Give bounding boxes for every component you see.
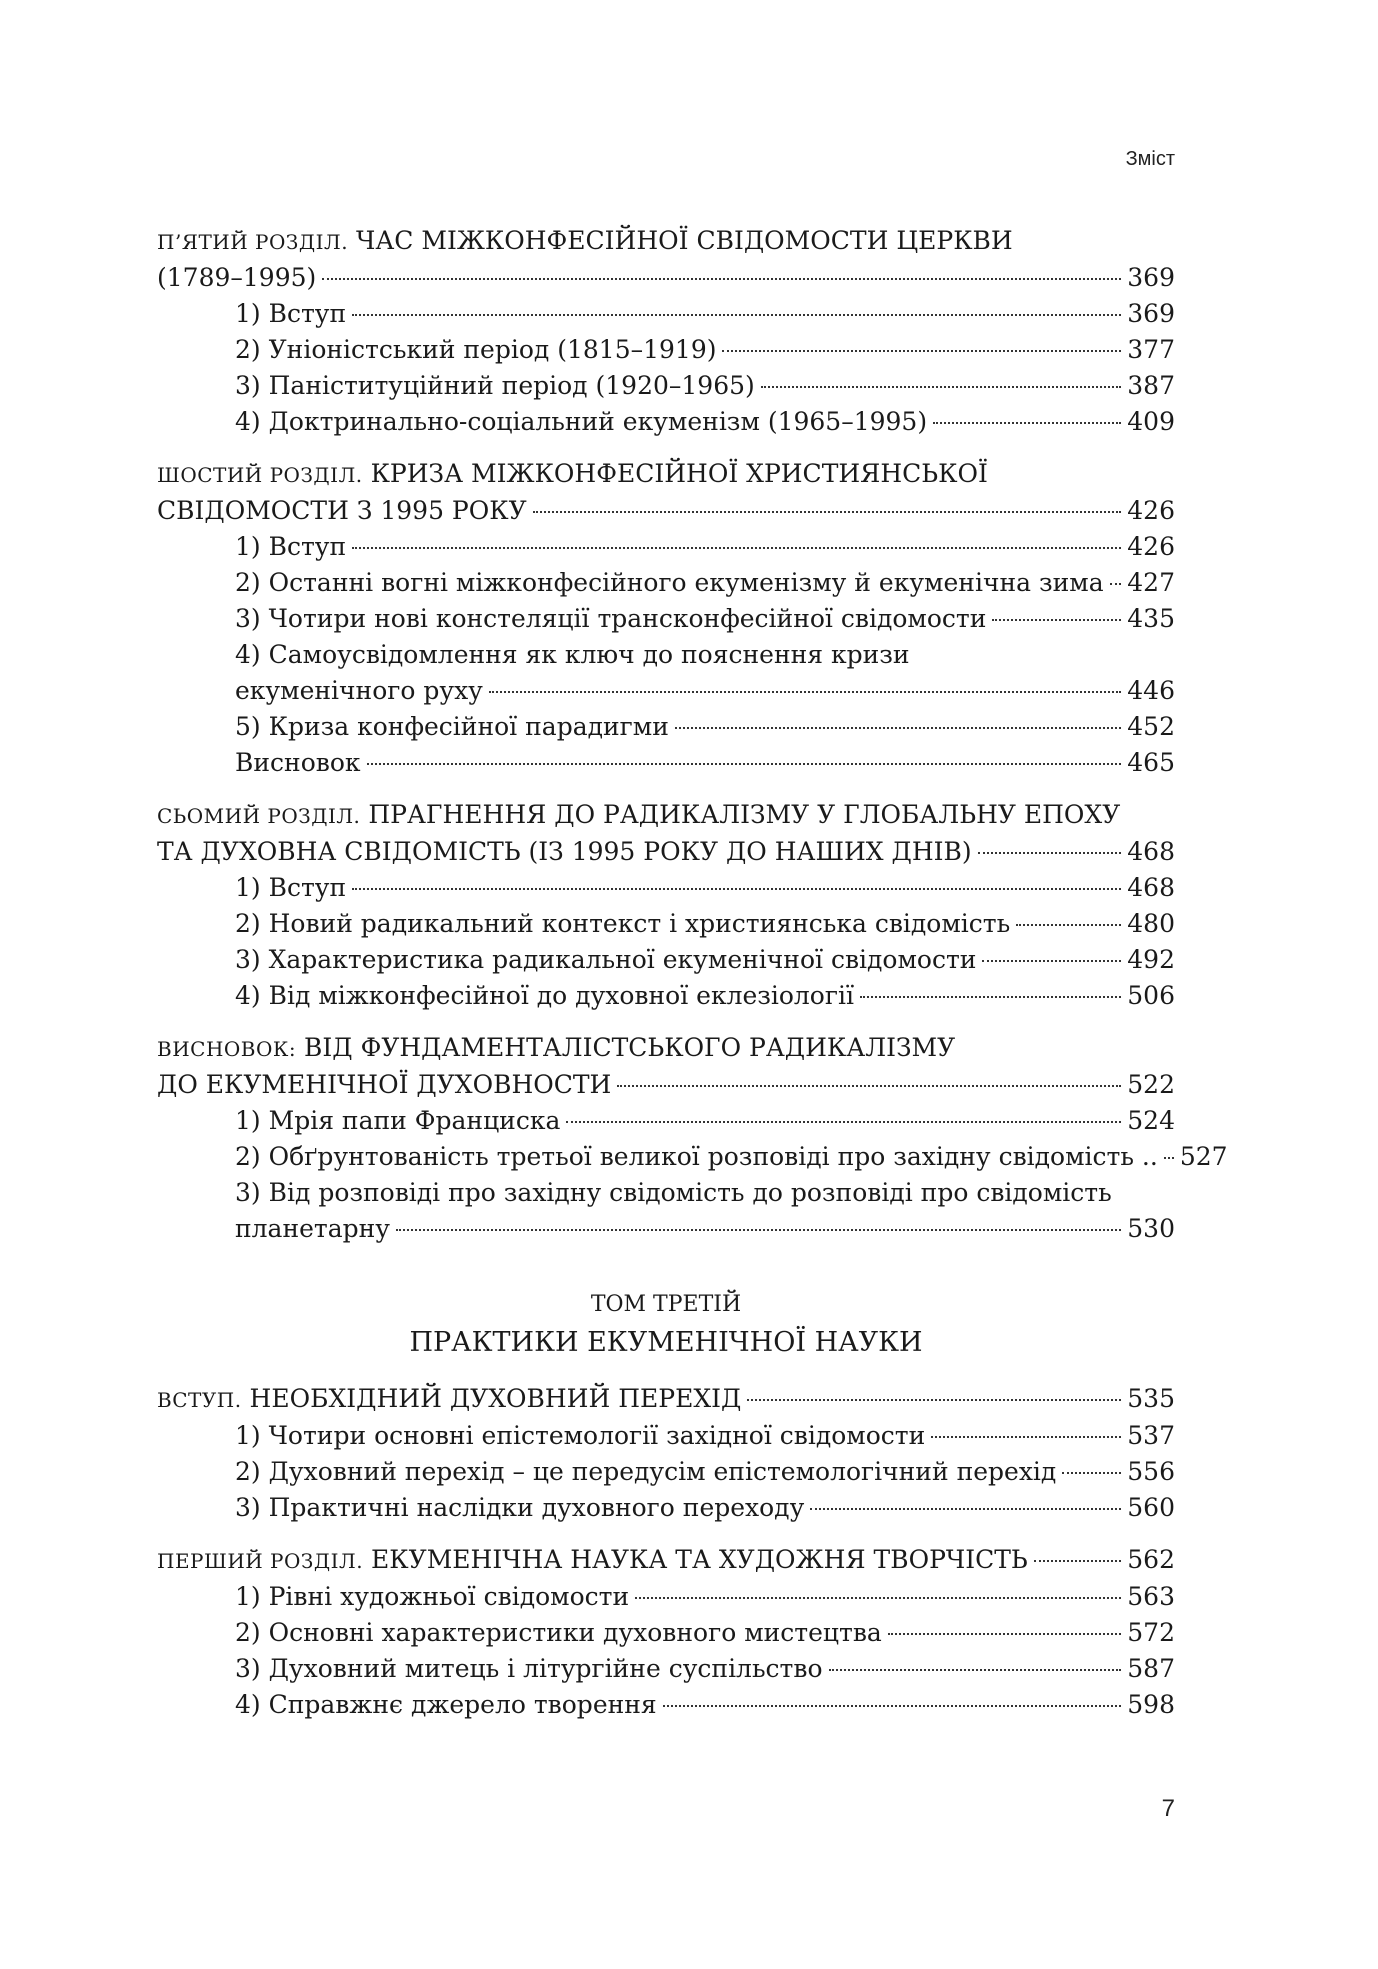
toc-heading-line — [157, 834, 1175, 870]
toc-item-line — [157, 529, 1175, 565]
toc-page-number: 465 — [1127, 748, 1175, 777]
toc-entry-title — [157, 493, 527, 529]
toc-item-line — [157, 296, 1175, 332]
dot-leader — [931, 1436, 1121, 1438]
dot-leader — [566, 1121, 1121, 1123]
dot-leader — [635, 1597, 1121, 1599]
chapter-title-text: ТА ДУХОВНА СВІДОМІСТЬ (ІЗ 1995 РОКУ ДО НАШИХ ДНІВ) — [157, 837, 972, 866]
dot-leader — [675, 727, 1121, 729]
toc-item-text: 1) Чотири основні епістемології західної свідомости — [235, 1421, 926, 1450]
toc-page-number: 563 — [1127, 1582, 1175, 1611]
toc-entry-title — [235, 1139, 1158, 1175]
chapter-lead: ПЕРШИЙ РОЗДІЛ. — [157, 1549, 364, 1573]
dot-leader — [888, 1633, 1121, 1635]
toc-item-line — [157, 942, 1175, 978]
toc-item-text: екуменічного руху — [235, 676, 483, 705]
toc-entry-title — [157, 1067, 611, 1103]
volume-heading — [157, 1287, 1175, 1363]
toc-item-line — [157, 1615, 1175, 1651]
toc-item-line — [157, 906, 1175, 942]
dot-leader — [322, 278, 1121, 280]
toc-entry-title — [235, 1615, 882, 1651]
table-of-contents — [157, 223, 1228, 1739]
toc-item-text: 2) Останні вогні міжконфесійного екуменізму й екуменічна зима — [235, 568, 1104, 597]
toc-section — [157, 1542, 1175, 1723]
chapter-title-text: ВІД ФУНДАМЕНТАЛІСТСЬКОГО РАДИКАЛІЗМУ — [304, 1033, 956, 1062]
toc-item-text: 2) Основні характеристики духовного мистецтва — [235, 1618, 882, 1647]
toc-item-line — [157, 978, 1175, 1014]
toc-section — [157, 223, 1175, 440]
toc-page-number: 480 — [1127, 909, 1175, 938]
toc-item-text: 1) Вступ — [235, 873, 347, 902]
toc-heading-line — [157, 1030, 1175, 1067]
toc-entry-title — [235, 906, 1010, 942]
toc-entry-title — [235, 529, 346, 565]
toc-entry-title — [235, 942, 976, 978]
toc-item-line — [157, 1103, 1175, 1139]
toc-page-number: 377 — [1127, 335, 1175, 364]
toc-page-number: 492 — [1127, 945, 1175, 974]
toc-item-line — [157, 673, 1175, 709]
toc-entry-title — [235, 368, 755, 404]
toc-heading-line — [157, 223, 1175, 260]
dot-leader — [982, 960, 1121, 962]
toc-item-text: 1) Рівні художньої свідомости — [235, 1582, 630, 1611]
toc-item-text: 1) Мрія папи Франциска — [235, 1106, 561, 1135]
dot-leader — [978, 852, 1122, 854]
dot-leader — [617, 1085, 1121, 1087]
toc-entry-title — [235, 745, 361, 781]
dot-leader — [747, 1399, 1121, 1401]
chapter-title-text: СВІДОМОСТИ З 1995 РОКУ — [157, 496, 527, 525]
toc-page-number: 562 — [1127, 1545, 1175, 1574]
toc-item-line — [157, 1490, 1175, 1526]
toc-item-text: 2) Духовний перехід – це передусім епістемологічний перехід — [235, 1457, 1057, 1486]
toc-entry-title — [235, 1454, 1056, 1490]
toc-item-text: планетарну — [235, 1214, 391, 1243]
toc-entry-title — [235, 1687, 657, 1723]
toc-entry-title — [235, 1651, 823, 1687]
toc-item-line — [157, 1211, 1175, 1247]
dot-leader — [663, 1705, 1122, 1707]
dot-leader — [1016, 924, 1121, 926]
toc-entry-title — [235, 1579, 629, 1615]
dot-leader — [810, 1508, 1121, 1510]
toc-section — [157, 1381, 1175, 1526]
chapter-title-text: КРИЗА МІЖКОНФЕСІЙНОЇ ХРИСТИЯНСЬКОЇ — [370, 459, 988, 488]
toc-page-number: 427 — [1127, 568, 1175, 597]
chapter-title-text: НЕОБХІДНИЙ ДУХОВНИЙ ПЕРЕХІД — [249, 1384, 742, 1413]
toc-item-line — [157, 601, 1175, 637]
toc-entry-title — [157, 1542, 1028, 1579]
toc-item-text: 4) Справжнє джерело творення — [235, 1690, 657, 1719]
toc-section — [157, 456, 1175, 781]
toc-entry-title — [235, 601, 986, 637]
dot-leader — [352, 547, 1121, 549]
dot-leader — [396, 1229, 1121, 1231]
toc-entry-title — [235, 709, 669, 745]
toc-entry-title — [235, 1418, 925, 1454]
toc-page-number: 369 — [1127, 263, 1175, 292]
toc-entry-title — [157, 260, 316, 296]
dot-leader — [367, 763, 1122, 765]
toc-item-line — [157, 404, 1175, 440]
toc-page-number: 468 — [1127, 837, 1175, 866]
toc-page-number: 506 — [1127, 981, 1175, 1010]
toc-item-line — [157, 565, 1175, 601]
toc-item-text: 4) Від міжконфесійної до духовної еклезіології — [235, 981, 854, 1010]
toc-heading-line — [157, 1542, 1175, 1579]
dot-leader — [722, 350, 1121, 352]
toc-page-number: 426 — [1127, 532, 1175, 561]
toc-item-text: 4) Самоусвідомлення як ключ до пояснення кризи — [235, 640, 910, 669]
toc-item-text: Висновок — [235, 748, 361, 777]
toc-entry-title — [235, 565, 1104, 601]
toc-item-text: 2) Новий радикальний контекст і християнська свідомість — [235, 909, 1011, 938]
toc-page-number: 556 — [1127, 1457, 1175, 1486]
dot-leader — [992, 619, 1121, 621]
toc-item-line — [157, 870, 1175, 906]
toc-item-line — [157, 745, 1175, 781]
toc-item-line — [157, 709, 1175, 745]
toc-page-number: 535 — [1127, 1384, 1175, 1413]
dot-leader — [352, 888, 1121, 890]
toc-entry-title — [235, 404, 927, 440]
toc-item-text: 3) Від розповіді про західну свідомість до розповіді про свідомість — [235, 1178, 1112, 1207]
dot-leader — [860, 996, 1121, 998]
chapter-lead: ВСТУП. — [157, 1388, 242, 1412]
toc-page-number: 435 — [1127, 604, 1175, 633]
toc-page-number: 572 — [1127, 1618, 1175, 1647]
dot-leader — [1062, 1472, 1121, 1474]
toc-item-line — [157, 368, 1175, 404]
toc-heading-line — [157, 456, 1175, 493]
toc-page-number: 527 — [1179, 1142, 1228, 1171]
chapter-lead: ШОСТИЙ РОЗДІЛ. — [157, 463, 363, 487]
dot-leader — [761, 386, 1122, 388]
chapter-title-text: ЕКУМЕНІЧНА НАУКА ТА ХУДОЖНЯ ТВОРЧІСТЬ — [371, 1545, 1028, 1574]
dot-leader — [829, 1669, 1122, 1671]
toc-page-number: 537 — [1127, 1421, 1175, 1450]
dot-leader — [1164, 1157, 1174, 1159]
toc-page-number: 387 — [1127, 371, 1175, 400]
toc-page-number: 426 — [1127, 496, 1175, 525]
toc-page-number: 530 — [1127, 1214, 1175, 1243]
toc-page-number: 522 — [1127, 1070, 1175, 1099]
toc-item-text: 4) Доктринально-соціальний екуменізм (1965–1995) — [235, 407, 928, 436]
toc-heading-line — [157, 1381, 1175, 1418]
toc-entry-title — [235, 1211, 390, 1247]
running-head: Зміст — [1125, 148, 1175, 170]
toc-part-volume-two — [157, 223, 1228, 1247]
toc-item-line — [157, 1687, 1175, 1723]
dot-leader — [1110, 583, 1122, 585]
toc-section — [157, 1030, 1228, 1247]
toc-section — [157, 797, 1175, 1014]
dot-leader — [933, 422, 1121, 424]
toc-page-number: 560 — [1127, 1493, 1175, 1522]
dot-leader — [489, 691, 1121, 693]
dot-leader — [533, 511, 1122, 513]
toc-entry-title — [235, 296, 346, 332]
toc-page-number: 409 — [1127, 407, 1175, 436]
toc-entry-title — [235, 1490, 804, 1526]
toc-item-text: 3) Практичні наслідки духовного переходу — [235, 1493, 805, 1522]
toc-item-text: 3) Характеристика радикальної екуменічної свідомости — [235, 945, 977, 974]
toc-heading-line — [157, 1067, 1175, 1103]
dot-leader — [352, 314, 1121, 316]
toc-item-line — [157, 1418, 1175, 1454]
chapter-title-text: ДО ЕКУМЕНІЧНОЇ ДУХОВНОСТИ — [157, 1070, 612, 1099]
volume-label: ТОМ ТРЕТІЙ — [590, 1292, 742, 1317]
toc-page-number: 468 — [1127, 873, 1175, 902]
toc-entry-title — [235, 978, 854, 1014]
toc-heading-line — [157, 797, 1175, 834]
toc-item-text: 3) Паніституційний період (1920–1965) — [235, 371, 755, 400]
volume-title: ПРАКТИКИ ЕКУМЕНІЧНОЇ НАУКИ — [409, 1327, 923, 1358]
toc-entry-title — [235, 673, 483, 709]
toc-entry-title — [235, 870, 346, 906]
toc-item-text: 2) Уніоністський період (1815–1919) — [235, 335, 717, 364]
toc-item-line — [157, 1175, 1175, 1211]
chapter-title-text: ПРАГНЕННЯ ДО РАДИКАЛІЗМУ У ГЛОБАЛЬНУ ЕПОХУ — [368, 800, 1121, 829]
toc-item-line — [157, 1454, 1175, 1490]
toc-page-number: 598 — [1127, 1690, 1175, 1719]
toc-item-text: 3) Чотири нові констеляції трансконфесійної свідомости — [235, 604, 987, 633]
toc-entry-title — [157, 1381, 741, 1418]
toc-page-number: 587 — [1127, 1654, 1175, 1683]
toc-item-text: 1) Вступ — [235, 299, 347, 328]
toc-entry-title — [157, 834, 972, 870]
toc-item-text: 3) Духовний митець і літургійне суспільство — [235, 1654, 823, 1683]
chapter-lead: П’ЯТИЙ РОЗДІЛ. — [157, 230, 349, 254]
toc-page-number: 446 — [1127, 676, 1175, 705]
toc-item-line — [157, 1579, 1175, 1615]
toc-item-line — [157, 1651, 1175, 1687]
chapter-lead: СЬОМИЙ РОЗДІЛ. — [157, 804, 361, 828]
toc-item-text: 1) Вступ — [235, 532, 347, 561]
page-number: 7 — [1161, 1795, 1175, 1822]
toc-entry-title — [235, 1103, 560, 1139]
toc-item-text: 5) Криза конфесійної парадигми — [235, 712, 669, 741]
toc-entry-title — [235, 332, 716, 368]
toc-item-line — [157, 332, 1175, 368]
toc-item-line — [157, 637, 1175, 673]
dot-leader — [1034, 1560, 1122, 1562]
toc-page-number: 524 — [1127, 1106, 1175, 1135]
toc-item-text: 2) Обґрунтованість третьої великої розповіді про західну свідомість .. — [235, 1142, 1158, 1171]
chapter-title-text: ЧАС МІЖКОНФЕСІЙНОЇ СВІДОМОСТИ ЦЕРКВИ — [356, 226, 1013, 255]
toc-page-number: 369 — [1127, 299, 1175, 328]
toc-page-number: 452 — [1127, 712, 1175, 741]
chapter-lead: ВИСНОВОК: — [157, 1037, 297, 1061]
toc-part-volume-three — [157, 1381, 1175, 1723]
toc-heading-line — [157, 493, 1175, 529]
toc-item-line — [157, 1139, 1228, 1175]
chapter-title-text: (1789–1995) — [157, 263, 317, 292]
toc-heading-line — [157, 260, 1175, 296]
